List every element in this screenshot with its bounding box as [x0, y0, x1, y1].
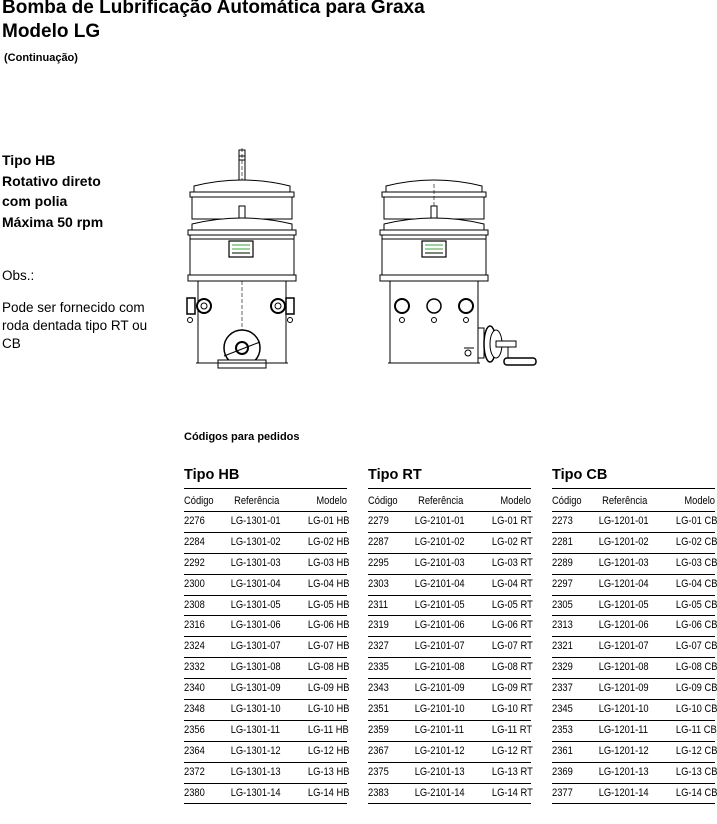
- cell-referencia: LG-1201-01: [598, 515, 649, 527]
- cell-codigo: 2287: [368, 535, 389, 548]
- cell-codigo: 2356: [184, 723, 205, 736]
- cell-codigo: 2353: [552, 723, 573, 736]
- table-header-row: [552, 489, 715, 512]
- cell-referencia: LG-2101-12: [414, 744, 465, 757]
- table-row: [552, 742, 715, 763]
- cell-referencia: LG-1301-07: [230, 640, 281, 653]
- cell-codigo: 2359: [368, 723, 389, 736]
- table-row: [184, 763, 350, 784]
- cell-referencia: LG-1201-14: [598, 786, 649, 799]
- cell-modelo: LG-04 HB: [307, 577, 350, 590]
- table-row: [368, 637, 531, 658]
- cell-modelo: LG-05 CB: [675, 598, 717, 611]
- cell-codigo: 2351: [368, 703, 389, 716]
- table-title: Tipo RT: [368, 466, 531, 489]
- table-row: [368, 742, 531, 763]
- cell-modelo: LG-03 CB: [675, 556, 717, 569]
- header-modelo: Modelo: [684, 495, 715, 507]
- cell-codigo: 2364: [184, 744, 205, 757]
- cell-referencia: LG-1301-10: [230, 703, 281, 716]
- product-description: [2, 150, 162, 353]
- cell-modelo: LG-14 CB: [675, 786, 717, 799]
- cell-referencia: LG-2101-08: [414, 661, 465, 674]
- pump-drawing-side: [378, 148, 540, 372]
- title-line-2: Modelo LG: [2, 21, 101, 42]
- cell-referencia: LG-2101-14: [414, 786, 465, 799]
- cell-codigo: 2295: [368, 556, 389, 569]
- table-row: [184, 721, 347, 742]
- cell-modelo: LG-13 CB: [675, 765, 717, 778]
- cell-modelo: LG-03 HB: [307, 556, 350, 569]
- cell-modelo: LG-09 CB: [675, 682, 717, 695]
- cell-modelo: LG-10 CB: [675, 703, 717, 716]
- cell-modelo: LG-04 CB: [675, 577, 717, 590]
- cell-modelo: LG-12 RT: [491, 744, 533, 757]
- header-modelo: Modelo: [316, 495, 347, 507]
- cell-modelo: LG-04 RT: [491, 577, 533, 590]
- cell-referencia: LG-2101-02: [414, 535, 465, 548]
- table-row: [184, 637, 350, 658]
- cell-referencia: LG-1301-08: [230, 661, 281, 674]
- table-row: [184, 575, 350, 596]
- cell-referencia: LG-1201-11: [598, 723, 648, 736]
- cell-codigo: 2361: [552, 744, 573, 757]
- cell-referencia: LG-2101-01: [414, 515, 465, 527]
- cell-modelo: LG-09 RT: [491, 682, 533, 695]
- pump-drawing-front: [182, 148, 304, 372]
- cell-referencia: LG-1301-02: [230, 535, 281, 548]
- cell-referencia: LG-2101-13: [414, 765, 465, 778]
- table-row: [552, 575, 715, 596]
- cell-modelo: LG-13 HB: [307, 765, 350, 778]
- cell-codigo: 2367: [368, 744, 389, 757]
- cell-modelo: LG-08 HB: [307, 661, 350, 674]
- cell-codigo: 2303: [368, 577, 389, 590]
- cell-referencia: LG-2101-05: [414, 598, 465, 611]
- table-title: Tipo HB: [184, 466, 347, 489]
- cell-modelo: LG-12 HB: [307, 744, 350, 757]
- cell-referencia: LG-1301-01: [230, 515, 281, 527]
- cell-codigo: 2273: [552, 515, 573, 527]
- cell-referencia: LG-2101-06: [414, 619, 465, 632]
- cell-modelo: LG-10 RT: [491, 703, 533, 716]
- table-header-row: [184, 489, 347, 512]
- table-tipo-cb: [552, 466, 715, 804]
- table-row: [368, 533, 531, 554]
- cell-referencia: LG-1301-11: [230, 723, 280, 736]
- cell-referencia: LG-1201-10: [598, 703, 649, 716]
- cell-modelo: LG-08 CB: [675, 661, 717, 674]
- table-row: [552, 554, 715, 575]
- cell-referencia: LG-2101-03: [414, 556, 465, 569]
- title-line-1: Bomba de Lubrificação Automática para Graxa: [2, 0, 425, 18]
- cell-codigo: 2372: [184, 765, 205, 778]
- header-referencia: Referência: [602, 495, 648, 507]
- cell-referencia: LG-1301-04: [230, 577, 281, 590]
- cell-modelo: LG-02 HB: [307, 535, 350, 548]
- cell-referencia: LG-2101-04: [414, 577, 465, 590]
- table-row: [184, 512, 350, 533]
- cell-referencia: LG-1301-09: [230, 682, 281, 695]
- cell-codigo: 2289: [552, 556, 573, 569]
- table-row: [552, 784, 715, 805]
- cell-codigo: 2343: [368, 682, 389, 695]
- table-row: [368, 679, 531, 700]
- table-row: [368, 658, 531, 679]
- note-text: Pode ser fornecido com roda dentada tipo RT ou CB: [2, 300, 148, 351]
- cell-codigo: 2319: [368, 619, 389, 632]
- table-title: Tipo CB: [552, 466, 715, 489]
- cell-referencia: LG-1301-03: [230, 556, 281, 569]
- cell-modelo: LG-14 HB: [307, 786, 350, 799]
- cell-referencia: LG-2101-07: [414, 640, 465, 653]
- cell-codigo: 2313: [552, 619, 573, 632]
- obs-label: Obs.:: [2, 268, 35, 283]
- continuation-label: (Continuação): [4, 52, 78, 64]
- cell-modelo: LG-11 RT: [491, 723, 533, 736]
- table-row: [184, 784, 350, 805]
- cell-codigo: 2340: [184, 682, 205, 695]
- cell-referencia: LG-1201-03: [598, 556, 649, 569]
- max-rpm-label: Máxima 50 rpm: [2, 213, 104, 230]
- header-codigo: Código: [552, 495, 582, 507]
- cell-modelo: LG-05 HB: [307, 598, 350, 611]
- orders-heading: Códigos para pedidos: [184, 431, 300, 443]
- cell-modelo: LG-07 RT: [491, 640, 533, 653]
- cell-modelo: LG-01 CB: [675, 515, 717, 527]
- cell-modelo: LG-09 HB: [307, 682, 350, 695]
- table-row: [368, 512, 531, 533]
- cell-modelo: LG-05 RT: [491, 598, 533, 611]
- cell-modelo: LG-03 RT: [491, 556, 533, 569]
- cell-codigo: 2327: [368, 640, 389, 653]
- cell-codigo: 2345: [552, 703, 573, 716]
- table-row: [184, 596, 350, 617]
- cell-modelo: LG-12 CB: [675, 744, 717, 757]
- cell-referencia: LG-1201-04: [598, 577, 649, 590]
- table-row: [184, 658, 350, 679]
- cell-modelo: LG-01 RT: [491, 515, 533, 527]
- cell-codigo: 2324: [184, 640, 205, 653]
- cell-modelo: LG-08 RT: [491, 661, 533, 674]
- table-row: [184, 742, 350, 763]
- cell-modelo: LG-02 CB: [675, 535, 717, 548]
- cell-referencia: LG-1201-09: [598, 682, 649, 695]
- header-codigo: Código: [184, 495, 214, 507]
- table-body: [552, 512, 715, 804]
- cell-modelo: LG-13 RT: [491, 765, 533, 778]
- cell-codigo: 2308: [184, 598, 205, 611]
- cell-modelo: LG-02 RT: [491, 535, 533, 548]
- cell-modelo: LG-11 CB: [675, 723, 717, 736]
- cell-referencia: LG-1301-13: [230, 765, 281, 778]
- table-row: [184, 679, 350, 700]
- cell-codigo: 2311: [368, 598, 389, 611]
- cell-codigo: 2281: [552, 535, 573, 548]
- cell-codigo: 2377: [552, 786, 573, 799]
- cell-codigo: 2321: [552, 640, 573, 653]
- type-label: Tipo HB: [2, 152, 56, 168]
- cell-codigo: 2337: [552, 682, 573, 695]
- table-row: [184, 616, 350, 637]
- cell-referencia: LG-1201-02: [598, 535, 649, 548]
- cell-codigo: 2335: [368, 661, 389, 674]
- table-row: [552, 700, 715, 721]
- cell-modelo: LG-06 HB: [307, 619, 350, 632]
- table-body: [368, 512, 531, 804]
- cell-codigo: 2292: [184, 556, 205, 569]
- header-modelo: Modelo: [500, 495, 531, 507]
- pulley-label: com polia: [2, 193, 68, 209]
- table-row: [368, 616, 531, 637]
- table-row: [368, 596, 531, 617]
- table-body: [184, 512, 350, 804]
- cell-codigo: 2300: [184, 577, 205, 590]
- cell-codigo: 2380: [184, 786, 205, 799]
- table-row: [552, 596, 715, 617]
- table-row: [552, 637, 715, 658]
- cell-referencia: LG-1301-05: [230, 598, 281, 611]
- cell-modelo: LG-11 HB: [307, 723, 349, 736]
- cell-modelo: LG-14 RT: [491, 786, 533, 799]
- table-row: [368, 763, 531, 784]
- cell-modelo: LG-10 HB: [307, 703, 350, 716]
- table-row: [552, 616, 715, 637]
- cell-modelo: LG-06 CB: [675, 619, 717, 632]
- table-row: [552, 721, 715, 742]
- header-referencia: Referência: [418, 495, 464, 507]
- table-row: [368, 721, 531, 742]
- cell-codigo: 2369: [552, 765, 573, 778]
- table-header-row: [368, 489, 531, 512]
- drive-label: Rotativo direto: [2, 172, 101, 189]
- table-row: [552, 763, 715, 784]
- cell-codigo: 2383: [368, 786, 389, 799]
- cell-codigo: 2276: [184, 515, 205, 527]
- table-row: [552, 679, 715, 700]
- cell-codigo: 2284: [184, 535, 205, 548]
- cell-codigo: 2279: [368, 515, 389, 527]
- table-row: [368, 700, 531, 721]
- cell-referencia: LG-2101-11: [414, 723, 464, 736]
- cell-codigo: 2348: [184, 703, 205, 716]
- table-row: [368, 784, 531, 805]
- cell-codigo: 2305: [552, 598, 573, 611]
- cell-referencia: LG-1201-12: [598, 744, 649, 757]
- cell-referencia: LG-1201-07: [598, 640, 649, 653]
- table-row: [184, 554, 350, 575]
- cell-modelo: LG-01 HB: [307, 515, 350, 527]
- table-row: [552, 512, 715, 533]
- cell-referencia: LG-1201-06: [598, 619, 649, 632]
- cell-referencia: LG-1301-14: [230, 786, 281, 799]
- cell-referencia: LG-2101-09: [414, 682, 465, 695]
- cell-codigo: 2332: [184, 661, 205, 674]
- cell-referencia: LG-1201-13: [598, 765, 649, 778]
- table-row: [184, 533, 350, 554]
- cell-codigo: 2316: [184, 619, 205, 632]
- table-row: [552, 533, 715, 554]
- cell-referencia: LG-1201-05: [598, 598, 649, 611]
- page-title: [2, 0, 425, 44]
- table-tipo-hb: [184, 466, 350, 804]
- table-row: [552, 658, 715, 679]
- table-tipo-rt: [368, 466, 531, 804]
- cell-codigo: 2329: [552, 661, 573, 674]
- header-referencia: Referência: [234, 495, 280, 507]
- cell-referencia: LG-1301-12: [230, 744, 281, 757]
- cell-modelo: LG-07 HB: [307, 640, 350, 653]
- cell-modelo: LG-06 RT: [491, 619, 533, 632]
- cell-referencia: LG-1201-08: [598, 661, 649, 674]
- table-row: [184, 700, 350, 721]
- cell-codigo: 2297: [552, 577, 573, 590]
- cell-referencia: LG-2101-10: [414, 703, 465, 716]
- header-codigo: Código: [368, 495, 398, 507]
- table-row: [368, 554, 531, 575]
- table-row: [368, 575, 531, 596]
- cell-referencia: LG-1301-06: [230, 619, 281, 632]
- cell-modelo: LG-07 CB: [675, 640, 717, 653]
- cell-codigo: 2375: [368, 765, 389, 778]
